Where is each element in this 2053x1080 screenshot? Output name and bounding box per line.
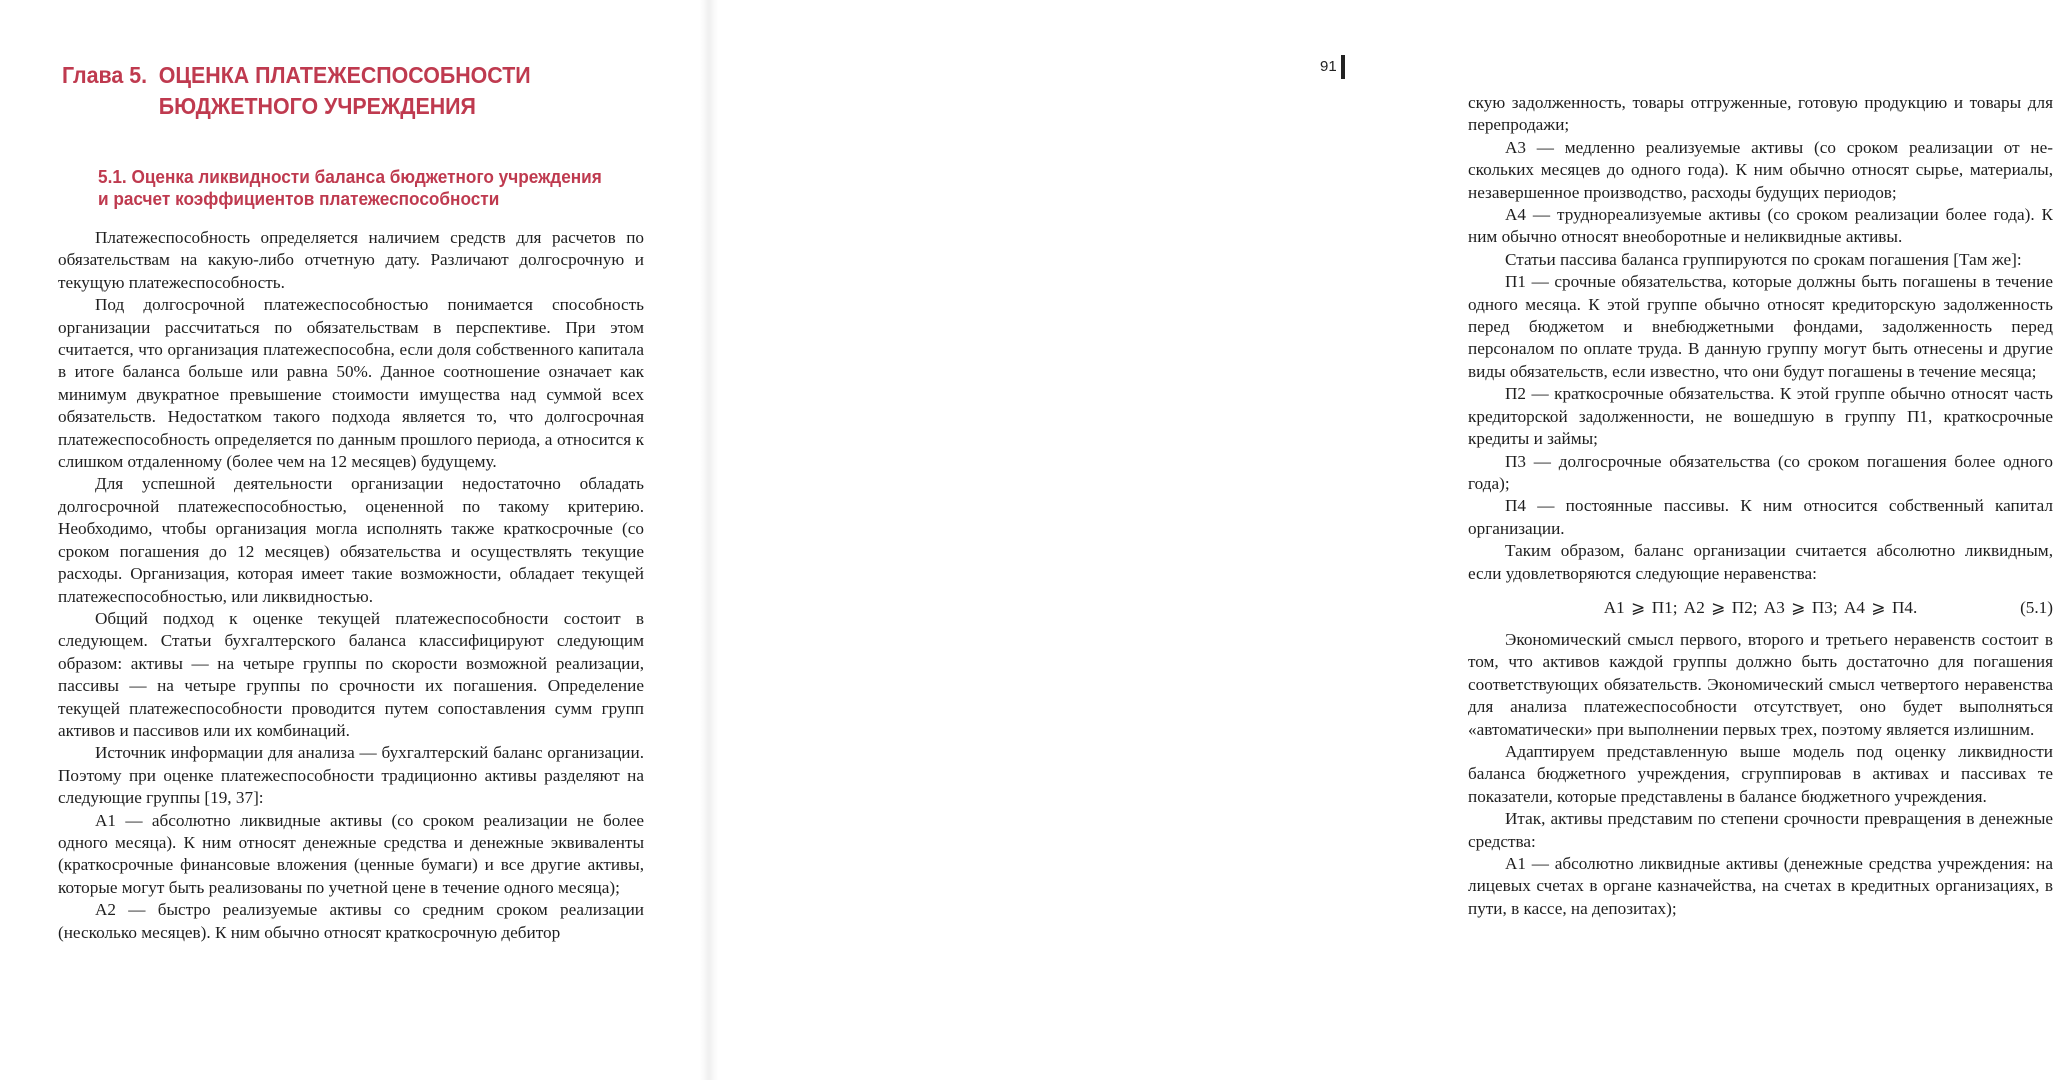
left-page-body: [58, 227, 644, 944]
paragraph: Статьи пассива баланса группируются по срокам погашения [Там же]:: [1505, 249, 2022, 269]
paragraph: Под долгосрочной платежеспособностью понимается способность организации рассчитаться по обязательствам в перспективе. При этом считается, что организация платежеспособна, если доля собственного капитала в итоге баланса больше или равна 50%. Данное соотношение означает как минимум двукратное превышение стоимости имущества над суммой всех обязательств. Недостатком такого подхода является то, что долгосрочная платежеспособность определяется по данным прошлого периода, а относится к слишком отдаленному (более чем на 12 месяцев) будущему.: [58, 295, 644, 472]
right-page-body: [1468, 92, 2053, 920]
paragraph-asset-a4: А4 — труднореализуемые активы (со сроком реализации более года). К ним обычно относят внеоборотные и неликвидные активы.: [1468, 205, 2053, 247]
paragraph: Общий подход к оценке текущей платежеспособности состоит в следующем. Статьи бухгалтерского баланса классифицируют следующим образом: активы — на четыре группы по скорости возможной реализации, пассивы — на четыре группы по срочности их погашения. Определение текущей платежеспособности проводится путем сопоставления сумм групп активов и пассивов или их комбинаций.: [58, 608, 644, 740]
section-title: [98, 166, 656, 210]
paragraph-liability-p3: П3 — долгосрочные обязательства (со сроком погашения более одного года);: [1468, 451, 2053, 493]
section-title-line-2: и расчет коэффициентов платежеспособности: [98, 188, 500, 209]
left-page: [0, 0, 709, 1080]
formula-5-1: [1468, 591, 2053, 625]
chapter-title-line-2: БЮДЖЕТНОГО УЧРЕЖДЕНИЯ: [158, 93, 476, 119]
chapter-title: [62, 60, 639, 122]
paragraph-liability-p2: П2 — краткосрочные обязательства. К этой группе обычно относят часть кредиторской задолженности, не вошедшую в группу П1, краткосрочные кредиты и займы;: [1468, 384, 2053, 449]
paragraph-continuation: скую задолженность, товары отгруженные, готовую продукцию и товары для перепродажи;: [1468, 93, 2053, 135]
paragraph: Адаптируем представленную выше модель под оценку ликвидности баланса бюджетного учреждения, сгруппировав в активах и пассивах те показатели, которые представлены в балансе бюджетного учреждения.: [1468, 741, 2053, 806]
right-page: [709, 0, 2053, 1080]
paragraph: Экономический смысл первого, второго и третьего неравенств состоит в том, что активов каждой группы должно быть достаточно для погашения соответствующих обязательств. Экономический смысл четвертого неравенства для анализа платежеспособности отсутствует, оно будет выполняться «автоматически» при выполнении первых трех, поэтому является излишним.: [1468, 629, 2053, 739]
paragraph-asset-a3: А3 — медленно реализуемые активы (со сроком реализации от нескольких месяцев до одного года). К ним обычно относят сырье, материалы, незавершенное производство, расходы будущих периодов;: [1468, 137, 2053, 202]
page-number-bar: [1341, 55, 1345, 79]
paragraph: Таким образом, баланс организации считается абсолютно ликвидным, если удовлетворяются следующие неравенства:: [1468, 541, 2053, 583]
chapter-number: Глава 5.: [62, 62, 148, 88]
page-number: 91: [1320, 58, 1337, 75]
paragraph-liability-p1: П1 — срочные обязательства, которые должны быть погашены в течение одного месяца. К этой группе обычно относят кредиторскую задолженность перед бюджетом и внебюджетными фондами, задолженность перед персоналом по оплате труда. В данную группу могут быть отнесены и другие виды обязательств, если известно, что они будут погашены в течение месяца;: [1468, 272, 2053, 381]
paragraph: Для успешной деятельности организации недостаточно обладать долгосрочной платежеспособностью, оцененной по такому критерию. Необходимо, чтобы организация могла исполнять также краткосрочные (со сроком погашения до 12 месяцев) обязательства и осуществлять текущие расходы. Организация, которая имеет такие возможности, обладает текущей платежеспособностью, или ликвидностью.: [58, 474, 644, 606]
paragraph-asset-a2: А2 — быстро реализуемые активы со средним сроком реализации (несколько месяцев). К ним обычно относят краткосрочную дебитор: [58, 900, 644, 942]
section-title-line-1: 5.1. Оценка ликвидности баланса бюджетного учреждения: [98, 166, 602, 187]
paragraph-liability-p4: П4 — постоянные пассивы. К ним относится собственный капитал организации.: [1468, 496, 2053, 538]
paragraph-asset-a1: А1 — абсолютно ликвидные активы (со сроком реализации не более одного месяца). К ним относят денежные средства и денежные эквиваленты (краткосрочные финансовые вложения (ценные бумаги) и все другие активы, которые могут быть реализованы по учетной цене в течение одного месяца);: [58, 810, 644, 897]
paragraph: Источник информации для анализа — бухгалтерский баланс организации. Поэтому при оценке платежеспособности традиционно активы разделяют на следующие группы [19, 37]:: [58, 743, 644, 808]
chapter-title-line-1: ОЦЕНКА ПЛАТЕЖЕСПОСОБНОСТИ: [158, 62, 531, 88]
paragraph: Платежеспособность определяется наличием средств для расчетов по обязательствам на какую-либо отчетную дату. Различают долгосрочную и текущую платежеспособность.: [58, 228, 644, 292]
paragraph: Итак, активы представим по степени срочности превращения в денежные средства:: [1468, 809, 2053, 851]
formula-number: (5.1): [2020, 597, 2053, 617]
formula-expression: А1 ⩾ П1; А2 ⩾ П2; А3 ⩾ П3; А4 ⩾ П4.: [1603, 597, 1918, 617]
paragraph-asset-a1-budget: А1 — абсолютно ликвидные активы (денежные средства учреждения: на лицевых счетах в органе казначейства, на счетах в кредитных организациях, в пути, в кассе, на депозитах);: [1468, 854, 2053, 918]
